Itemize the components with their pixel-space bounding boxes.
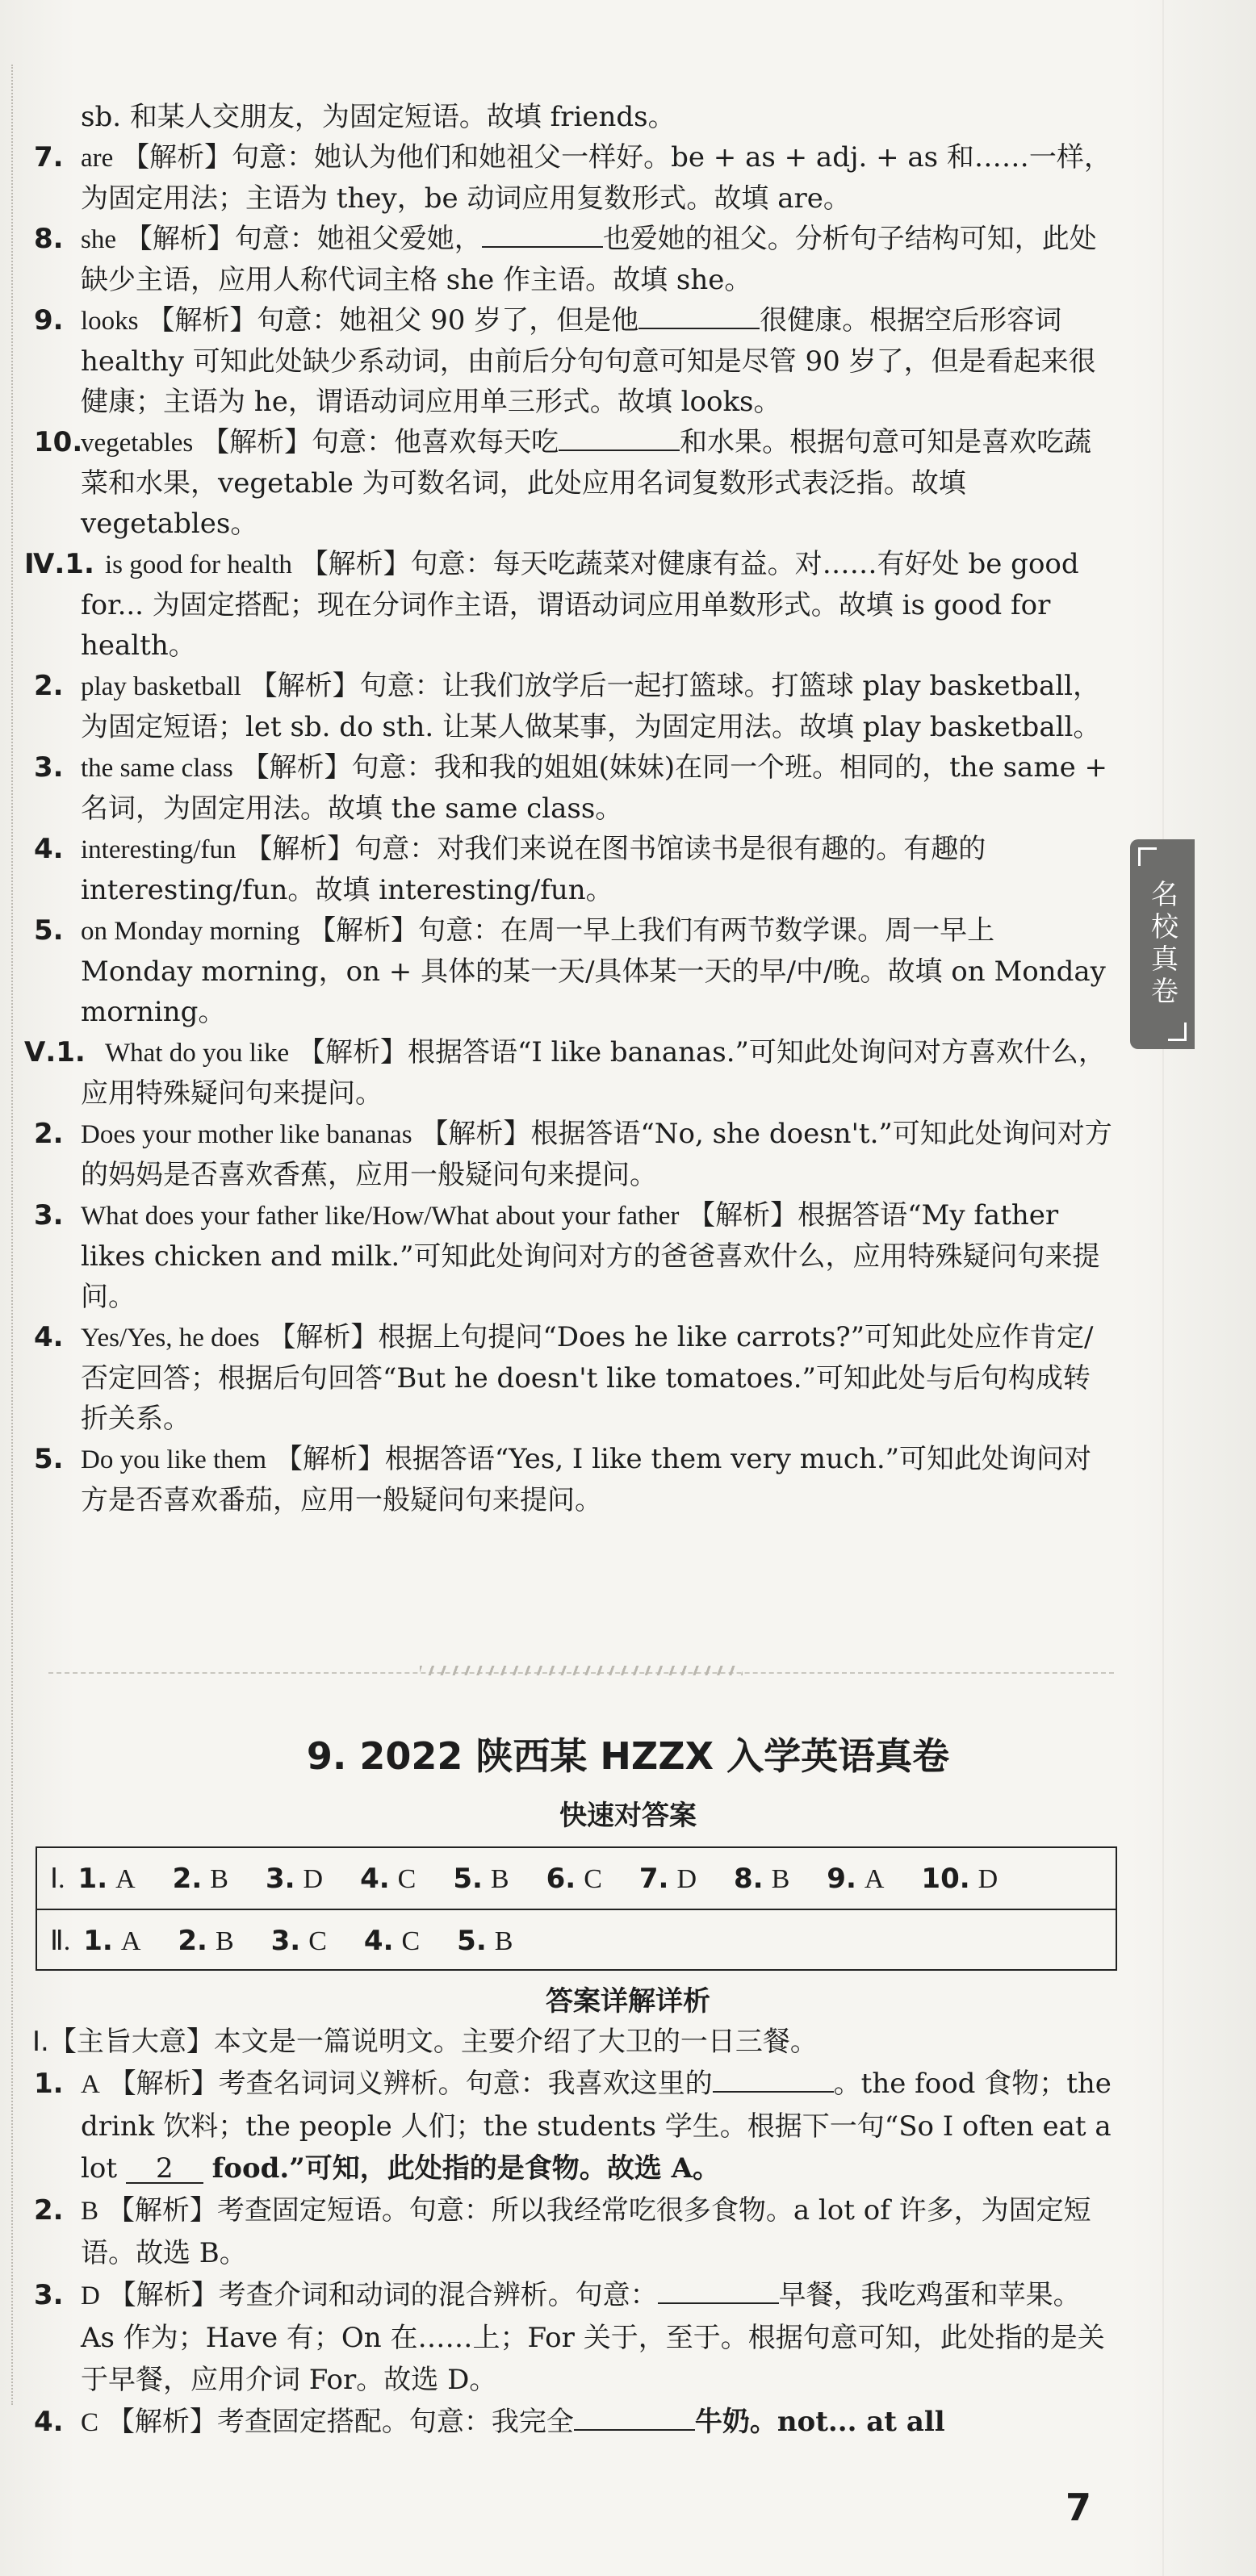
fill-blank [482,222,603,248]
detail-title: 答案详解详析 [546,1985,710,2018]
fill-blank [713,2067,834,2093]
item-answer: Yes/Yes, he does [81,1324,260,1353]
item-number: 4. [34,833,64,865]
tab-bracket-icon [1138,847,1157,866]
answer-content-top [24,97,1114,1520]
item-number: 3. [34,1199,64,1232]
item-answer: looks [81,307,139,336]
answer-cell: 1. A [77,1862,136,1895]
item-explanation-a: 【解析】考查名词词义辨析。句意：我喜欢这里的 [108,2068,713,2100]
item-explanation: 【解析】句意：在周一早上我们有两节数学课。周一早上 Monday morning，on + 具体的某一天/具体某一天的早/中/晚。故填 on Monday morning。 [81,914,1106,1028]
answer-cell: 10. D [921,1862,999,1895]
sec4-item-3 [32,747,1114,829]
sec5-item-4 [32,1317,1114,1439]
answers-row-2 [37,1909,1116,1971]
sec4-item-1 [24,544,1114,666]
page-fold-shadow [1162,0,1164,2576]
item-answer: she [81,225,116,254]
detail-item-4 [32,2401,1114,2444]
item-number: Ⅳ.1. [24,548,94,580]
item-answer: What does your father like/How/What about your father [81,1202,680,1231]
item-explanation: 【解析】根据答语“Yes, I like them very much.”可知此处询问对方是否喜欢番茄，应用一般疑问句来提问。 [81,1443,1092,1516]
item-answer: vegetables [81,429,194,458]
sec5-item-5 [32,1439,1114,1520]
item-answer: on Monday morning [81,917,300,946]
item-explanation: 【解析】考查固定短语。句意：所以我经常吃很多食物。a lot of 许多，为固定短语。故选 B。 [81,2194,1091,2269]
item-explanation-a: 【解析】句意：她祖父爱她， [124,223,482,255]
item-explanation: 【解析】根据答语“No, she doesn't.”可知此处询问对方的妈妈是否喜欢香蕉，应用一般疑问句来提问。 [81,1118,1112,1191]
answer-cell: 7. D [638,1862,697,1895]
detail-item-1 [32,2063,1114,2189]
answer-item-7 [32,137,1114,219]
item-explanation-b: 和水果。根据句意可知是喜欢吃蔬菜和水果，vegetable 为可数名词，此处应用名词复数形式表泛指。故填 vegetables。 [81,426,1092,540]
answer-item-8 [32,219,1114,300]
sec4-item-2 [32,666,1114,747]
item-answer: play basketball [81,672,241,701]
item-number: Ⅴ.1. [24,1036,86,1068]
item-explanation: 【解析】句意：每天吃蔬菜对健康有益。对……有好处 be good for... 为固定搭配；现在分词作主语，谓语动词应用单数形式。故填 is good for health。 [81,548,1079,662]
fill-blank [638,303,760,329]
item-number: 4. [34,2406,64,2438]
item-answer: What do you like [105,1039,290,1068]
section-roman: Ⅳ. [24,548,65,580]
side-tab-label [1130,839,1195,1049]
item-explanation-b: 很健康。根据空后形容词 healthy 可知此处缺少系动词，由前后分句句意可知是尽管 90 岁了，但是看起来很健康；主语为 he，谓语动词应用单三形式。故填 looks。 [81,304,1096,418]
page-number: 7 [1066,2486,1092,2529]
detail-item-3 [32,2274,1114,2401]
item-explanation: 【解析】句意：对我们来说在图书馆读书是很有趣的。有趣的 interesting/fun。故填 interesting/fun。 [81,833,986,906]
item-number: 8. [34,223,64,255]
section-title: 9. 2022 陕西某 HZZX 入学英语真卷 [306,1734,950,1778]
row-roman: Ⅰ. [50,1863,65,1894]
item-number: 2. [34,1118,64,1150]
row-roman: Ⅱ. [50,1926,71,1956]
answer-cell: 3. D [265,1862,324,1895]
numbered-blank: 2 [126,2155,203,2184]
item-answer: Do you like them [81,1445,267,1474]
answer-cell: 8. B [734,1862,790,1895]
answer-cell: 1. A [83,1924,141,1957]
item-answer: is good for health [105,550,292,579]
sec5-item-2 [32,1114,1114,1195]
answer-item-9 [32,300,1114,422]
item-explanation-b: 。the food 食物；the drink 饮料；the people 人们；the students 学生。根据下一句“So I often eat a lot [81,2068,1112,2185]
item-explanation: 【解析】句意：让我们放学后一起打篮球。打篮球 play basketball，为固定短语；let sb. do sth. 让某人做某事，为固定用法。故填 play basketball。 [81,670,1101,743]
main-idea: Ⅰ.【主旨大意】本文是一篇说明文。主要介绍了大卫的一日三餐。 [32,2026,818,2058]
item-answer: B [81,2197,99,2226]
item-answer: C [81,2408,99,2437]
answer-cell: 2. B [172,1862,228,1895]
item-explanation: 【解析】根据答语“My father likes chicken and milk.”可知此处询问对方的爸爸喜欢什么，应用特殊疑问句来提问。 [81,1199,1100,1313]
item-explanation-a: 【解析】考查固定搭配。句意：我完全 [107,2406,574,2438]
item-number: 2. [34,2194,64,2227]
fill-blank [574,2405,695,2431]
item-answer: are [81,144,114,173]
item-explanation: 【解析】根据答语“I like bananas.”可知此处询问对方喜欢什么，应用特殊疑问句来提问。 [81,1036,1106,1110]
item-answer: the same class [81,754,233,783]
item-number: 5. [34,914,64,947]
answer-cell: 9. A [827,1862,885,1895]
item-explanation: 【解析】句意：我和我的姐姐(妹妹)在同一个班。相同的，the same + 名词，为固定用法。故填 the same class。 [81,751,1107,825]
sec5-item-1 [24,1032,1114,1114]
answer-item-10 [32,422,1114,544]
item-number: 10. [34,426,83,458]
item-answer: Does your mother like bananas [81,1120,412,1149]
detail-item-2 [32,2189,1114,2274]
quick-answers-table [36,1846,1117,1971]
item-explanation-c: food.”可知，此处指的是食物。故选 A。 [211,2152,721,2185]
item-explanation: 【解析】根据上句提问“Does he like carrots?”可知此处应作肯定/否定回答；根据后句回答“But he doesn't like tomatoes.”可知此处与后句构成转折关系。 [81,1321,1094,1435]
item-explanation-a: 【解析】句意：他喜欢每天吃 [202,426,559,458]
tab-bracket-icon [1168,1022,1187,1041]
sec4-item-5 [32,910,1114,1032]
fill-blank [559,425,680,451]
answer-cell: 6. C [546,1862,602,1895]
quick-answers-title: 快速对答案 [559,1800,697,1832]
continued-text: sb. 和某人交朋友，为固定短语。故填 friends。 [81,101,676,133]
continued-line [32,97,1114,137]
answer-cell: 2. B [178,1924,234,1957]
answers-row-1 [37,1848,1116,1909]
item-explanation-a: 【解析】考查介词和动词的混合辨析。句意： [108,2279,658,2311]
item-number: 9. [34,304,64,337]
detail-content [32,2021,1114,2444]
item-number: 1. [34,2068,64,2100]
item-answer: interesting/fun [81,835,237,864]
item-answer: D [81,2281,100,2310]
section-roman: Ⅴ. [24,1036,57,1068]
item-number: 4. [34,1321,64,1353]
item-explanation-b: 早餐，我吃鸡蛋和苹果。As 作为；Have 有；On 在……上；For 关于，至于。根据句意可知，此处指的是关于早餐，应用介词 For。故选 D。 [81,2279,1105,2396]
sec5-item-3 [32,1195,1114,1317]
side-tab-text: 名校真卷 [1145,880,1179,1009]
answer-cell: 3. C [270,1924,327,1957]
answer-cell: 4. C [363,1924,421,1957]
item-explanation-a: 【解析】句意：她祖父 90 岁了，但是他 [147,304,639,337]
item-number: 7. [34,141,64,174]
item-explanation-b: 也爱她的祖父。分析句子结构可知，此处缺少主语，应用人称代词主格 she 作主语。故填 she。 [81,223,1097,296]
item-answer: A [81,2070,100,2099]
item-number: 5. [34,1443,64,1475]
binding-margin [11,65,18,2405]
item-number: 3. [34,2279,64,2311]
item-number: 2. [34,670,64,702]
item-explanation: 【解析】句意：她认为他们和她祖父一样好。be + as + adj. + as 和……一样，为固定用法；主语为 they，be 动词应用复数形式。故填 are。 [81,141,1112,215]
answer-cell: 5. B [457,1924,513,1957]
item-explanation-b: 牛奶。not... at all [694,2406,945,2438]
item-number: 3. [34,751,64,784]
sec4-item-4 [32,829,1114,910]
answer-cell: 4. C [360,1862,417,1895]
answer-cell: 5. B [453,1862,509,1895]
fill-blank [658,2278,779,2304]
section-divider [48,1672,1114,1685]
